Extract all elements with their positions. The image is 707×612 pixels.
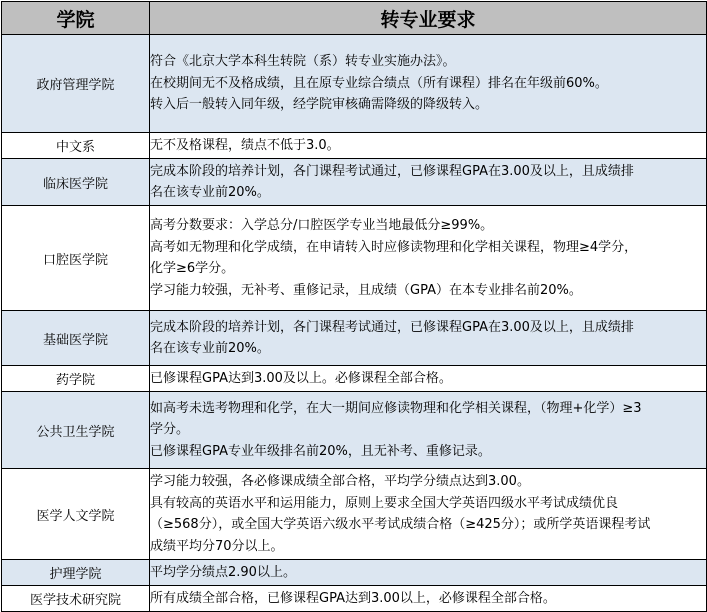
- requirement-line: 学习能力较强，各必修课成绩全部合格，平均学分绩点达到3.00。: [150, 474, 530, 489]
- requirement-line: （≥568分），或全国大学英语六级水平考试成绩合格（≥425分）；或所学英语课程考试: [150, 517, 651, 532]
- requirement-line: 在校期间无不及格成绩，且在原专业综合绩点（所有课程）排名在年级前60%。: [150, 75, 608, 91]
- table-row: [2, 206, 707, 311]
- requirement-line: 化学≥6学分。: [150, 261, 235, 276]
- requirement-line: 平均学分绩点2.90以上。: [150, 564, 296, 580]
- requirement-cell: [150, 311, 707, 366]
- table-row: [2, 560, 707, 586]
- requirement-cell: [150, 366, 707, 392]
- table-row: [2, 35, 707, 133]
- school-name-cell: 医学人文学院: [2, 469, 150, 560]
- school-name-cell: 中文系: [2, 133, 150, 159]
- requirement-line: 完成本阶段的培养计划，各门课程考试通过，已修课程GPA在3.00及以上，且成绩排: [150, 319, 634, 335]
- requirement-line: 具有较高的英语水平和运用能力，原则上要求全国大学英语四级水平考试成绩优良: [150, 495, 619, 511]
- requirement-cell: [150, 159, 707, 206]
- requirement-line: 名在该专业前20%。: [150, 185, 270, 200]
- school-name-cell: 基础医学院: [2, 311, 150, 366]
- requirement-line: 高考如无物理和化学成绩，在申请转入时应修读物理和化学相关课程，物理≥4学分，: [150, 239, 638, 255]
- requirement-line: 无不及格课程，绩点不低于3.0。: [150, 137, 340, 153]
- requirement-line: 已修课程GPA达到3.00及以上。必修课程全部合格。: [150, 370, 452, 386]
- requirement-line: 成绩平均分70分以上。: [150, 538, 284, 554]
- transfer-requirements-table: [1, 1, 707, 612]
- table-row: [2, 366, 707, 392]
- requirement-line: 高考分数要求：入学总分/口腔医学专业当地最低分≥99%。: [150, 218, 494, 233]
- school-name-cell: 护理学院: [2, 560, 150, 586]
- table-row: [2, 586, 707, 612]
- header-school: 学院: [2, 2, 150, 35]
- requirement-line: 转入后一般转入同年级，经学院审核确需降级的降级转入。: [150, 97, 489, 113]
- requirement-line: 如高考未选考物理和化学，在大一期间应修读物理和化学相关课程，（物理+化学）≥3: [150, 400, 642, 416]
- requirement-line: 名在该专业前20%。: [150, 341, 270, 356]
- requirement-cell: [150, 469, 707, 560]
- school-name-cell: 公共卫生学院: [2, 392, 150, 469]
- requirement-cell: [150, 586, 707, 612]
- school-name-cell: 政府管理学院: [2, 35, 150, 133]
- requirement-line: 完成本阶段的培养计划，各门课程考试通过，已修课程GPA在3.00及以上，且成绩排: [150, 163, 634, 179]
- requirement-cell: [150, 35, 707, 133]
- school-name-cell: 医学技术研究院: [2, 586, 150, 612]
- school-name-cell: 临床医学院: [2, 159, 150, 206]
- table-row: [2, 392, 707, 469]
- table-row: [2, 311, 707, 366]
- requirement-line: 已修课程GPA专业年级排名前20%，且无补考、重修记录。: [150, 443, 491, 459]
- requirement-cell: [150, 133, 707, 159]
- table-row: [2, 159, 707, 206]
- header-requirement: 转专业要求: [150, 2, 707, 35]
- school-name-cell: 药学院: [2, 366, 150, 392]
- school-name-cell: 口腔医学院: [2, 206, 150, 311]
- table-row: [2, 469, 707, 560]
- table-row: [2, 133, 707, 159]
- requirement-line: 学分。: [150, 422, 190, 438]
- requirement-line: 符合《北京大学本科生转院（系）转专业实施办法》。: [150, 54, 456, 70]
- requirement-cell: [150, 206, 707, 311]
- requirement-line: 所有成绩全部合格，已修课程GPA达到3.00以上，必修课程全部合格。: [150, 590, 556, 606]
- requirement-cell: [150, 560, 707, 586]
- requirement-line: 学习能力较强，无补考、重修记录，且成绩（GPA）在本专业排名前20%。: [150, 282, 582, 298]
- table-header-row: [2, 2, 707, 35]
- requirement-cell: [150, 392, 707, 469]
